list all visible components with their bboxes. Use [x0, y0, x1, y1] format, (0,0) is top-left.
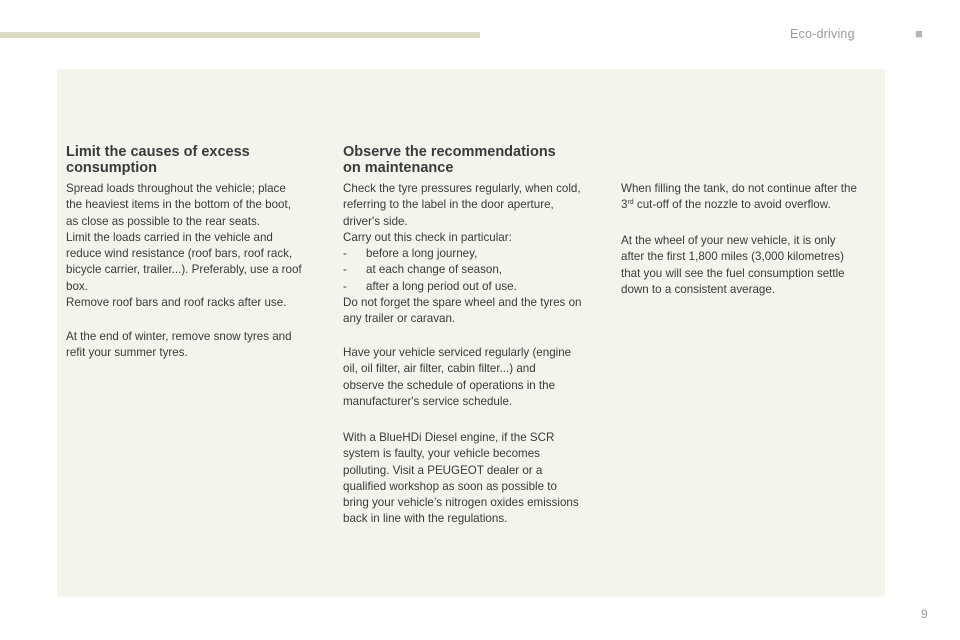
heading-limit-causes: Limit the causes of excess consumption — [66, 144, 250, 176]
paragraph-fuel-consumption-settle: At the wheel of your new vehicle, it is only after the first 1,800 miles (3,000 kilometres) that you will see the fuel consumption settle down to a consistent average. — [621, 234, 845, 296]
chapter-title: Eco-driving — [790, 27, 855, 41]
paragraph-bluehdi-scr: With a BlueHDi Diesel engine, if the SCR system is faulty, your vehicle becomes polluting. Visit a PEUGEOT dealer or a qualified workshop as soon as possible to bring your vehicle’s nitrogen oxides emissions back in line with the regulations. — [343, 431, 579, 526]
header-accent-bar — [0, 32, 480, 38]
paragraph-winter-tyres: At the end of winter, remove snow tyres and refit your summer tyres. — [66, 330, 292, 360]
paragraph-filling-tank: When filling the tank, do not continue after the 3rd cut-off of the nozzle to avoid overflow. — [621, 182, 857, 212]
heading-observe-maintenance: Observe the recommendations on maintenance — [343, 144, 556, 176]
content-panel — [57, 69, 885, 597]
paragraph-servicing: Have your vehicle serviced regularly (engine oil, oil filter, air filter, cabin filter...) and observe the schedule of operations in the manufacturer's service schedule. — [343, 346, 572, 408]
page-number: 9 — [921, 607, 928, 621]
chapter-marker: ■ — [915, 26, 923, 41]
list-item: - after a long period out of use. — [343, 279, 517, 293]
paragraph-tyre-pressures: Check the tyre pressures regularly, when cold, referring to the label in the door aperture, driver's side. Carry out this check in particular: - before a long journey, - at each change of season, - after a long period out of use. Do not forget the spare wheel and the tyres on any trailer or caravan. — [343, 181, 605, 328]
list-item: - at each change of season, — [343, 263, 503, 277]
paragraph-spread-loads: Spread loads throughout the vehicle; place the heaviest items in the bottom of the boot, as close as possible to the rear seats. Limit the loads carried in the vehicle and reduce wind resistance (roof bars, roof rack, bicycle carrier, trailer...). Preferably, use a roof box. Remove roof bars and roof racks after use. — [66, 182, 302, 310]
list-item: - before a long journey, — [343, 247, 478, 261]
